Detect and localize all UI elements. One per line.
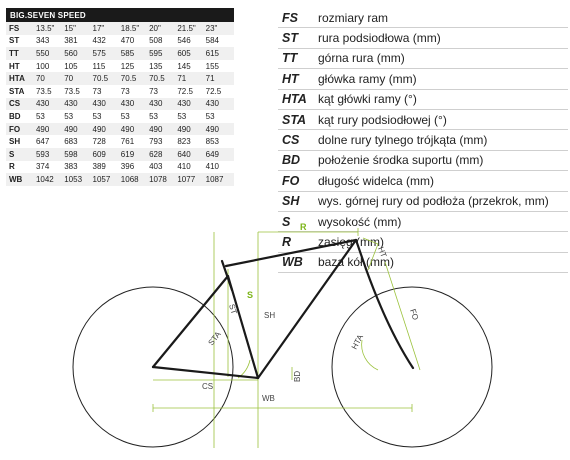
table-cell: 615: [206, 47, 234, 60]
table-cell: 490: [206, 123, 234, 136]
row-code: HT: [6, 60, 36, 73]
legend-code: SH: [282, 194, 300, 209]
table-cell: 155: [206, 60, 234, 73]
table-cell: 761: [121, 135, 149, 148]
table-cell: 383: [64, 161, 92, 174]
label-r: R: [300, 222, 307, 232]
table-cell: 550: [36, 47, 64, 60]
row-code: R: [6, 161, 36, 174]
legend-description: kąt rury podsiodłowej (°): [318, 112, 447, 127]
legend-description: kąt główki ramy (°): [318, 92, 417, 107]
table-cell: 605: [177, 47, 205, 60]
table-cell: 1078: [149, 173, 177, 186]
legend-code: ST: [282, 31, 298, 46]
table-cell: 100: [36, 60, 64, 73]
table-cell: 430: [121, 98, 149, 111]
row-code: SH: [6, 135, 36, 148]
table-cell: 389: [93, 161, 121, 174]
table-cell: 490: [64, 123, 92, 136]
table-cell: 1053: [64, 173, 92, 186]
table-cell: 490: [36, 123, 64, 136]
table-cell: 1087: [206, 173, 234, 186]
table-cell: 70: [36, 72, 64, 85]
table-cell: 470: [121, 35, 149, 48]
table-cell: 410: [177, 161, 205, 174]
table-cell: 381: [64, 35, 92, 48]
table-cell: 649: [206, 148, 234, 161]
table-cell: 628: [149, 148, 177, 161]
legend-description: baza kół (mm): [318, 255, 395, 270]
label-sh: SH: [264, 311, 276, 320]
legend-description: długość widelca (mm): [318, 173, 435, 188]
table-cell: 71: [177, 72, 205, 85]
table-cell: 1068: [121, 173, 149, 186]
table-cell: 430: [149, 98, 177, 111]
table-cell: 1057: [93, 173, 121, 186]
legend-code: S: [282, 214, 291, 229]
legend-description: rozmiary ram: [318, 10, 389, 25]
table-cell: 403: [149, 161, 177, 174]
table-cell: 430: [177, 98, 205, 111]
legend-description: górna rura (mm): [318, 51, 405, 66]
table-cell: 135: [149, 60, 177, 73]
legend-code: R: [282, 234, 292, 249]
row-code: ST: [6, 35, 36, 48]
legend-description: zasięg (mm): [318, 234, 385, 249]
table-cell: 683: [64, 135, 92, 148]
table-cell: 73.5: [64, 85, 92, 98]
table-cell: 53: [177, 110, 205, 123]
legend-code: BD: [282, 153, 301, 168]
table-cell: 584: [206, 35, 234, 48]
legend-code: STA: [282, 112, 307, 127]
table-cell: 70: [64, 72, 92, 85]
table-cell: 72.5: [206, 85, 234, 98]
table-cell: 823: [177, 135, 205, 148]
table-cell: 1077: [177, 173, 205, 186]
table-cell: 73.5: [36, 85, 64, 98]
row-code: FO: [6, 123, 36, 136]
legend-description: rura podsiodłowa (mm): [318, 31, 441, 46]
table-cell: 560: [64, 47, 92, 60]
table-cell: 490: [149, 123, 177, 136]
table-cell: 1042: [36, 173, 64, 186]
table-cell: 430: [36, 98, 64, 111]
table-cell: 598: [64, 148, 92, 161]
table-cell: 396: [121, 161, 149, 174]
label-st: ST: [227, 302, 239, 316]
table-cell: 430: [64, 98, 92, 111]
legend-code: TT: [282, 51, 298, 66]
table-cell: 430: [93, 98, 121, 111]
table-cell: 619: [121, 148, 149, 161]
table-cell: 53: [93, 110, 121, 123]
table-cell: 70.5: [93, 72, 121, 85]
table-cell: 105: [64, 60, 92, 73]
table-cell: 15": [64, 22, 92, 35]
legend-description: dolne rury tylnego trójkąta (mm): [318, 133, 488, 148]
label-wb: WB: [262, 394, 275, 403]
table-cell: 374: [36, 161, 64, 174]
table-cell: 640: [177, 148, 205, 161]
table-cell: 13.5": [36, 22, 64, 35]
table-cell: 21.5": [177, 22, 205, 35]
table-cell: 115: [93, 60, 121, 73]
table-cell: 17": [93, 22, 121, 35]
table-cell: 343: [36, 35, 64, 48]
row-code: FS: [6, 22, 36, 35]
label-ht: HT: [376, 245, 389, 259]
legend-code: HTA: [282, 92, 307, 107]
table-cell: 73: [93, 85, 121, 98]
row-code: STA: [6, 85, 36, 98]
legend-code: FS: [282, 10, 298, 25]
legend-description: wys. górnej rury od podłoża (przekrok, mm): [318, 194, 549, 209]
row-code: WB: [6, 173, 36, 186]
table-cell: 647: [36, 135, 64, 148]
table-cell: 432: [93, 35, 121, 48]
table-cell: 53: [149, 110, 177, 123]
label-fo: FO: [408, 307, 421, 322]
table-cell: 853: [206, 135, 234, 148]
row-code: HTA: [6, 72, 36, 85]
legend-code: CS: [282, 133, 300, 148]
table-cell: 145: [177, 60, 205, 73]
label-hta: HTA: [349, 333, 365, 351]
label-sta: STA: [206, 329, 223, 348]
table-cell: 430: [206, 98, 234, 111]
table-cell: 490: [177, 123, 205, 136]
table-cell: 490: [93, 123, 121, 136]
table-cell: 53: [36, 110, 64, 123]
row-code: TT: [6, 47, 36, 60]
label-bd: BD: [293, 370, 302, 382]
table-cell: 546: [177, 35, 205, 48]
label-s: S: [247, 290, 254, 300]
legend-description: wysokość (mm): [318, 214, 402, 229]
table-cell: 125: [121, 60, 149, 73]
row-code: BD: [6, 110, 36, 123]
table-cell: 585: [121, 47, 149, 60]
table-cell: 73: [121, 85, 149, 98]
table-title: BIG.SEVEN SPEED: [6, 8, 234, 22]
legend-description: główka ramy (mm): [318, 71, 417, 86]
row-code: CS: [6, 98, 36, 111]
table-cell: 609: [93, 148, 121, 161]
table-cell: 490: [121, 123, 149, 136]
table-cell: 72.5: [177, 85, 205, 98]
bike-frame: [153, 240, 413, 378]
table-cell: 20": [149, 22, 177, 35]
legend-code: HT: [282, 71, 299, 86]
table-cell: 18.5": [121, 22, 149, 35]
row-code: S: [6, 148, 36, 161]
table-cell: 793: [149, 135, 177, 148]
table-cell: 53: [206, 110, 234, 123]
table-cell: 23": [206, 22, 234, 35]
label-cs: CS: [202, 382, 214, 391]
table-cell: 728: [93, 135, 121, 148]
table-cell: 593: [36, 148, 64, 161]
table-cell: 70.5: [149, 72, 177, 85]
table-cell: 595: [149, 47, 177, 60]
table-cell: 70.5: [121, 72, 149, 85]
table-cell: 410: [206, 161, 234, 174]
table-cell: 71: [206, 72, 234, 85]
table-cell: 53: [64, 110, 92, 123]
table-cell: 508: [149, 35, 177, 48]
table-cell: 575: [93, 47, 121, 60]
legend-code: FO: [282, 173, 300, 188]
legend-code: WB: [282, 255, 303, 270]
table-cell: 53: [121, 110, 149, 123]
legend-description: położenie środka suportu (mm): [318, 153, 484, 168]
table-cell: 73: [149, 85, 177, 98]
